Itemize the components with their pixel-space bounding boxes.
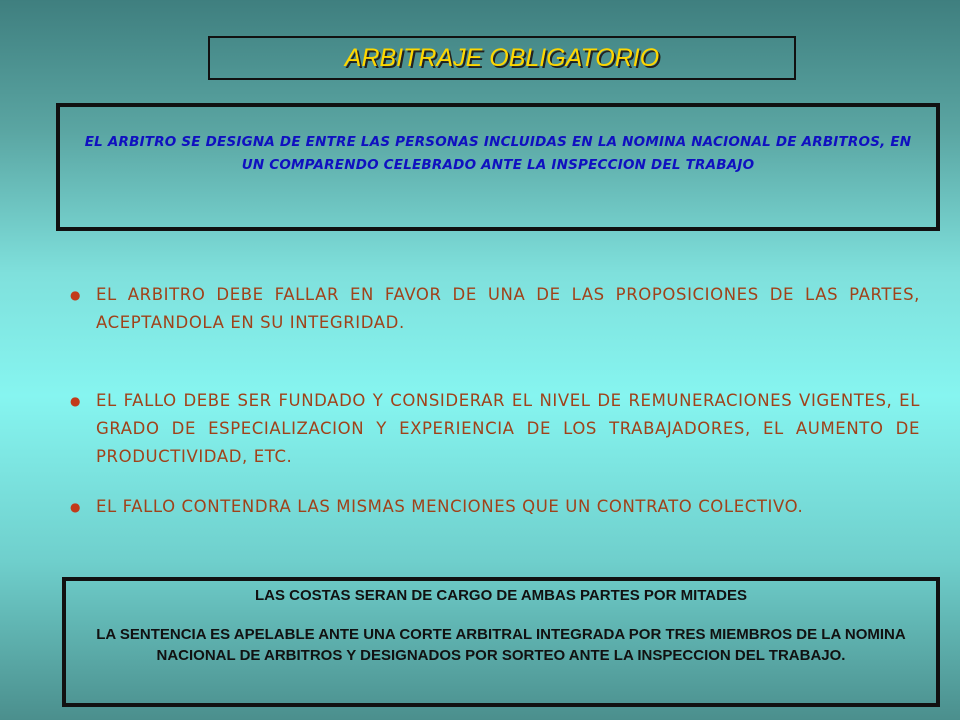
- bullet-list: [70, 281, 920, 521]
- bullet-text: EL FALLO DEBE SER FUNDADO Y CONSIDERAR EL NIVEL DE REMUNERACIONES VIGENTES, EL GRADO DE ESPECIALIZACION Y EXPERIENCIA DE LOS TRABAJADORES, EL AUMENTO DE PRODUCTIVIDAD, ETC.: [96, 391, 920, 466]
- footer-costs-text: LAS COSTAS SERAN DE CARGO DE AMBAS PARTES POR MITADES: [255, 587, 747, 604]
- bullet-text: EL FALLO CONTENDRA LAS MISMAS MENCIONES QUE UN CONTRATO COLECTIVO.: [96, 497, 804, 516]
- bullet-item: [70, 387, 920, 471]
- bullet-item: [70, 281, 920, 337]
- bullet-item: [70, 493, 920, 521]
- footer-appeal-text: LA SENTENCIA ES APELABLE ANTE UNA CORTE ARBITRAL INTEGRADA POR TRES MIEMBROS DE LA NOMINA NACIONAL DE ARBITROS Y DESIGNADOS POR SORTEO ANTE LA INSPECCION DEL TRABAJO.: [96, 626, 906, 664]
- title-box: [208, 36, 796, 80]
- definition-text: EL ARBITRO SE DESIGNA DE ENTRE LAS PERSONAS INCLUIDAS EN LA NOMINA NACIONAL DE ARBITROS, EN UN COMPARENDO CELEBRADO ANTE LA INSPECCION DEL TRABAJO: [84, 134, 912, 173]
- definition-box: [56, 103, 940, 231]
- slide-title: ARBITRAJE OBLIGATORIO: [344, 43, 660, 72]
- bullet-text: EL ARBITRO DEBE FALLAR EN FAVOR DE UNA DE LAS PROPOSICIONES DE LAS PARTES, ACEPTANDOLA EN SU INTEGRIDAD.: [96, 285, 920, 332]
- bullet-dot-icon: ●: [70, 500, 82, 514]
- bullet-dot-icon: ●: [70, 394, 82, 408]
- bullet-dot-icon: ●: [70, 288, 82, 302]
- footer-box: [62, 577, 940, 707]
